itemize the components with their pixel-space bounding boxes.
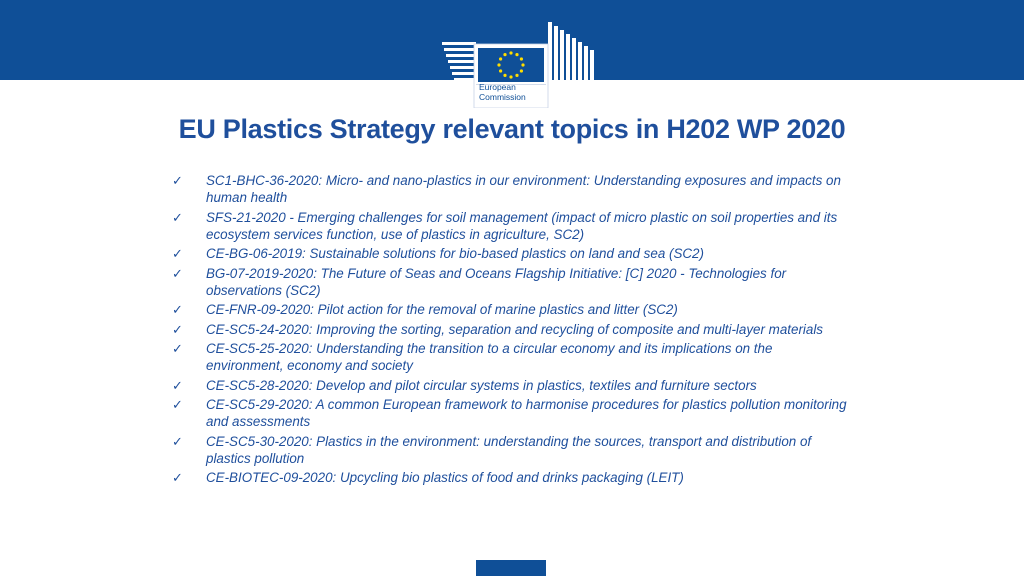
checkmark-icon: ✓ xyxy=(172,321,183,337)
building-left-icon xyxy=(442,42,476,81)
logo-line-2: Commission xyxy=(479,92,526,102)
topic-text: CE-BIOTEC-09-2020: Upcycling bio plastics of food and drinks packaging (LEIT) xyxy=(206,470,684,485)
list-item xyxy=(172,172,852,206)
topic-text: CE-BG-06-2019: Sustainable solutions for bio-based plastics on land and sea (SC2) xyxy=(206,246,704,261)
checkmark-icon: ✓ xyxy=(172,470,183,485)
list-item xyxy=(172,321,852,338)
list-item xyxy=(172,469,852,486)
checkmark-icon: ✓ xyxy=(172,209,183,225)
topic-text: CE-SC5-28-2020: Develop and pilot circular systems in plastics, textiles and furniture sectors xyxy=(206,377,757,393)
list-item xyxy=(172,209,852,243)
checkmark-icon: ✓ xyxy=(172,341,183,356)
checkmark-icon: ✓ xyxy=(172,433,183,449)
topic-text: SFS-21-2020 - Emerging challenges for soil management (impact of micro plastic on soil properties and its ecosystem services function, use of plastics in agriculture, SC2) xyxy=(206,209,838,242)
list-item xyxy=(172,433,852,467)
page-title: EU Plastics Strategy relevant topics in H202 WP 2020 xyxy=(178,114,846,144)
building-right-icon xyxy=(548,22,594,82)
topic-text: SC1-BHC-36-2020: Micro- and nano-plastics in our environment: Understanding exposures and impacts on human health xyxy=(206,173,841,205)
topics-list xyxy=(172,172,852,489)
checkmark-icon: ✓ xyxy=(172,173,183,188)
topic-text: CE-SC5-30-2020: Plastics in the environment: understanding the sources, transport and distribution of plastics pollution xyxy=(206,433,812,466)
checkmark-icon: ✓ xyxy=(172,377,183,393)
topic-text: CE-FNR-09-2020: Pilot action for the removal of marine plastics and litter (SC2) xyxy=(206,302,678,317)
list-item xyxy=(172,396,852,430)
checkmark-icon: ✓ xyxy=(172,302,183,317)
logo-line-1: European xyxy=(479,82,516,92)
footer-tab xyxy=(476,560,546,576)
topic-text: CE-SC5-25-2020: Understanding the transition to a circular economy and its implications on the environment, economy and society xyxy=(206,341,773,373)
logo-wordmark xyxy=(476,82,546,104)
list-item xyxy=(172,377,852,394)
topic-text: BG-07-2019-2020: The Future of Seas and Oceans Flagship Initiative: [C] 2020 - Technologies for observations (SC2) xyxy=(206,265,787,298)
list-item xyxy=(172,265,852,299)
checkmark-icon: ✓ xyxy=(172,397,183,412)
list-item xyxy=(172,245,852,262)
list-item xyxy=(172,340,852,374)
checkmark-icon: ✓ xyxy=(172,265,183,281)
checkmark-icon: ✓ xyxy=(172,246,183,261)
topic-text: CE-SC5-29-2020: A common European framework to harmonise procedures for plastics pollution monitoring and assessments xyxy=(206,397,847,429)
topic-text: CE-SC5-24-2020: Improving the sorting, separation and recycling of composite and multi-layer materials xyxy=(206,321,824,337)
list-item xyxy=(172,301,852,318)
